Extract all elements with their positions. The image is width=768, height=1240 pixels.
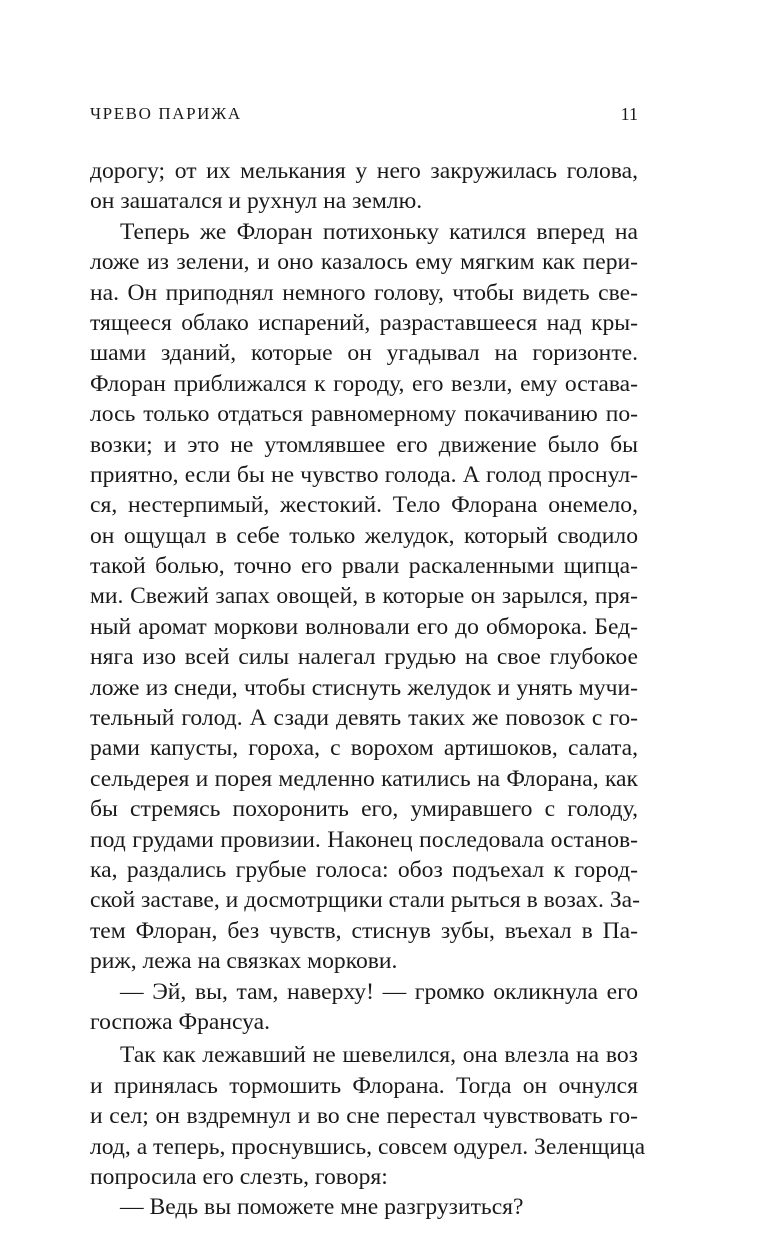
text-line: ложе из снеди, чтобы стиснуть желудок и унять мучи-: [90, 674, 638, 701]
text-line: риж, лежа на связках моркови.: [90, 948, 398, 975]
text-line: он ощущал в себе только желудок, который сводило: [90, 522, 638, 549]
text-line: тельный голод. А сзади девять таких же повозок с го-: [90, 705, 638, 732]
text-line: такой болью, точно его рвали раскаленными щипца-: [90, 553, 638, 580]
text-line: бы стремясь похоронить его, умиравшего с голоду,: [90, 796, 638, 823]
text-line: лось только отдаться равномерному покачиванию по-: [90, 401, 638, 428]
text-line: ся, нестерпимый, жестокий. Тело Флорана онемело,: [90, 492, 638, 519]
paragraph-first-line: Теперь же Флоран потихоньку катился вперед на: [120, 218, 638, 245]
paragraph-first-line: Так как лежавший не шевелился, она влезла на воз: [120, 1042, 638, 1069]
text-line: рами капусты, гороха, с ворохом артишоков, салата,: [90, 735, 638, 762]
text-line: шами зданий, которые он угадывал на горизонте.: [90, 340, 638, 367]
running-title: ЧРЕВО ПАРИЖА: [90, 104, 242, 123]
text-line: лод, а теперь, проснувшись, совсем одурел. Зеленщица: [90, 1133, 646, 1160]
body-text: [90, 156, 646, 1223]
text-line: на. Он приподнял немного голову, чтобы видеть све-: [90, 279, 638, 306]
text-line: тем Флоран, без чувств, стиснув зубы, въехал в Па-: [90, 917, 638, 944]
text-line: тящееся облако испарений, разраставшееся над кры-: [90, 309, 638, 336]
text-line: няга изо всей силы налегал грудью на свое глубокое: [90, 644, 638, 671]
text-line: и сел; он вздремнул и во сне перестал чувствовать го-: [90, 1103, 638, 1130]
text-line: он зашатался и рухнул на землю.: [90, 188, 423, 215]
dialogue-line: — Эй, вы, там, наверху! — громко окликнула его: [120, 978, 638, 1005]
text-line: и принялась тормошить Флорана. Тогда он очнулся: [90, 1072, 638, 1099]
text-line: ской заставе, и досмотрщики стали рыться в возах. За-: [90, 887, 640, 914]
dialogue-line: — Ведь вы поможете мне разгрузиться?: [120, 1194, 524, 1221]
text-line: дорогу; от их мелькания у него закружилась голова,: [90, 158, 638, 184]
text-line: ложе из зелени, и оно казалось ему мягким как пери-: [90, 249, 638, 276]
page-number: 11: [620, 104, 638, 124]
text-line: Флоран приближался к городу, его везли, ему остава-: [90, 370, 638, 397]
text-line: ный аромат моркови волновали его до обморока. Бед-: [90, 613, 638, 640]
text-line: возки; и это не утомлявшее его движение было бы: [90, 431, 638, 458]
text-line: под грудами провизии. Наконец последовала останов-: [90, 826, 638, 853]
text-line: попросила его слезть, говоря:: [90, 1163, 388, 1190]
text-line: приятно, если бы не чувство голода. А голод проснул-: [90, 461, 638, 488]
text-line: сельдерея и порея медленно катились на Флорана, как: [90, 765, 638, 792]
text-line: ка, раздались грубые голоса: обоз подъехал к город-: [90, 856, 638, 883]
text-line: госпожа Франсуа.: [90, 1008, 271, 1035]
text-line: ми. Свежий запах овощей, в которые он зарылся, пря-: [90, 583, 638, 610]
running-header: [90, 100, 638, 128]
